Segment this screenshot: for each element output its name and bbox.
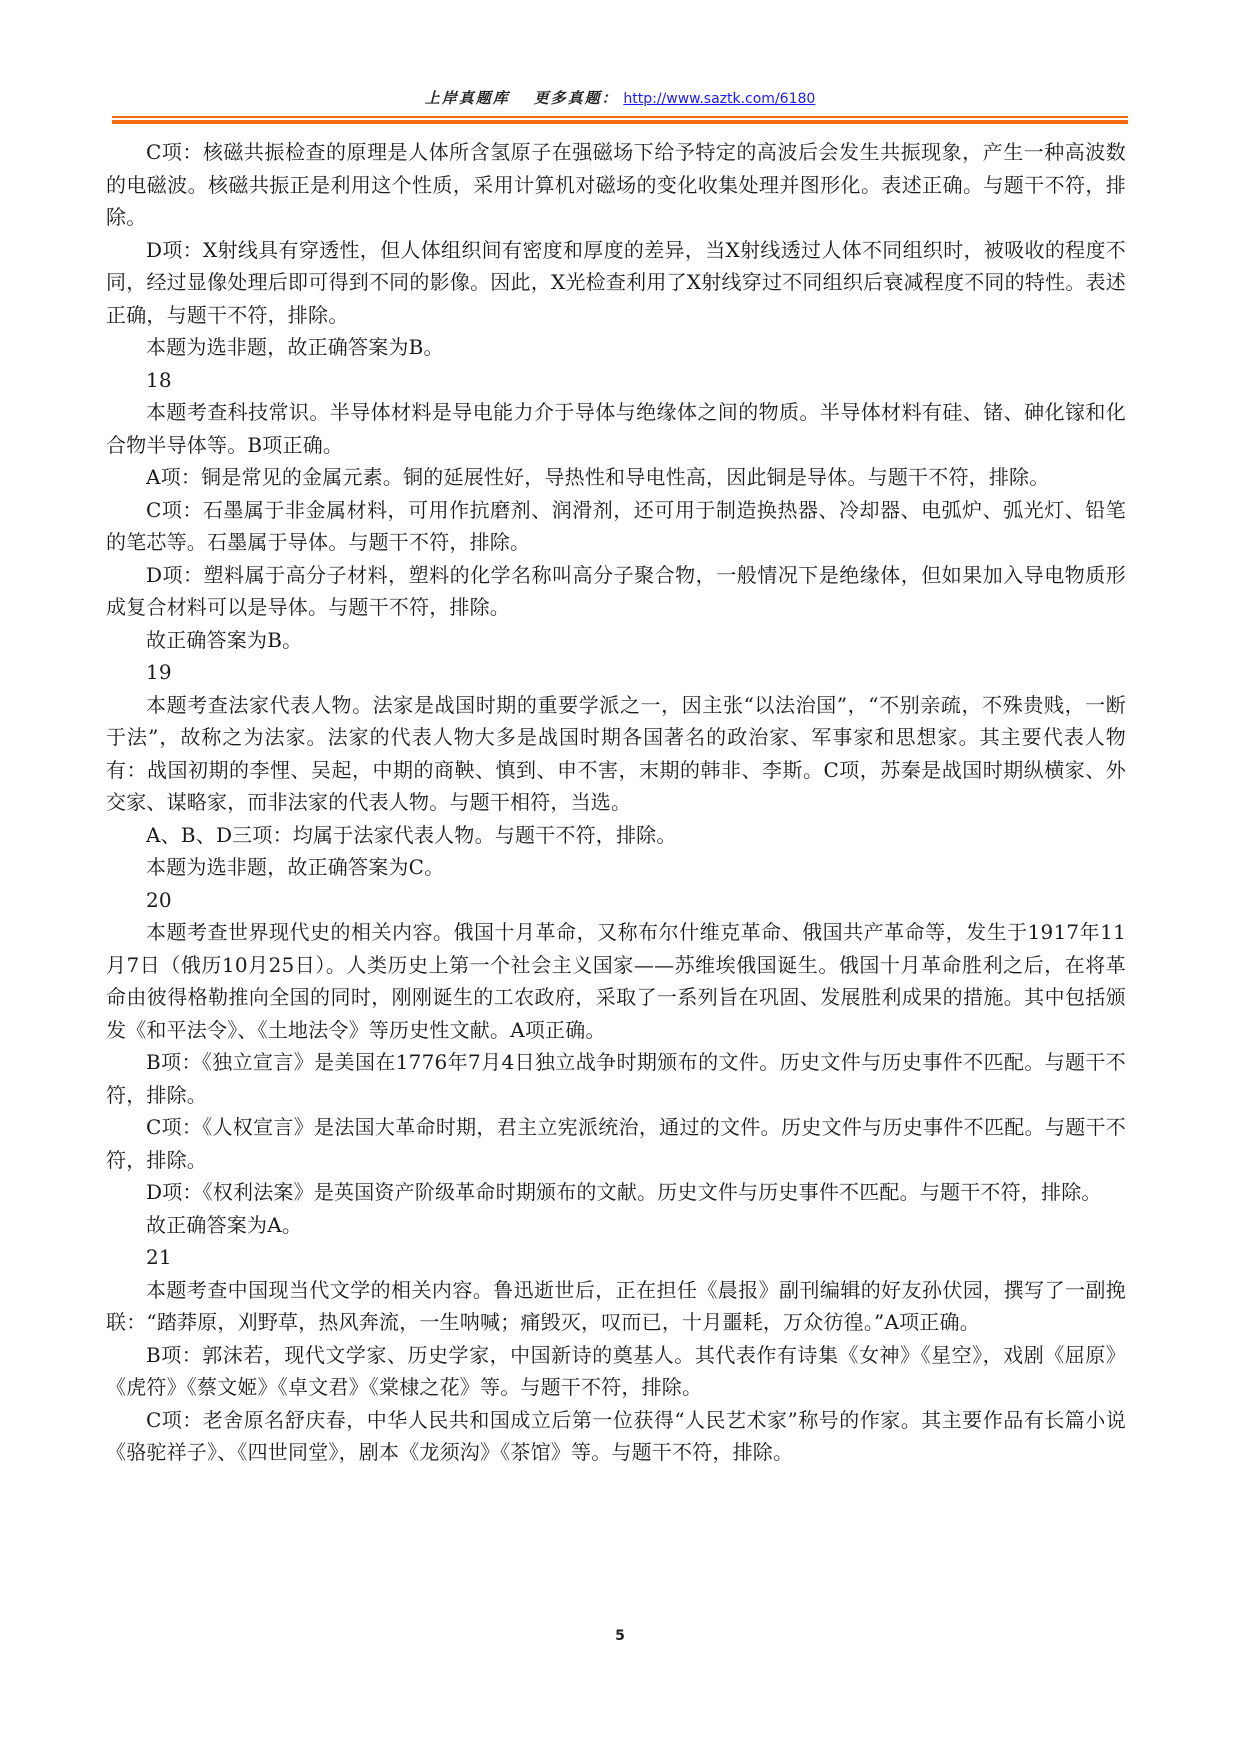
- question-number: 21: [146, 1245, 172, 1269]
- document-body: [106, 136, 1126, 1469]
- question-number: 18: [146, 367, 172, 392]
- header-url-link[interactable]: http://www.saztk.com/6180: [623, 91, 816, 107]
- paragraph: D项：X射线具有穿透性，但人体组织间有密度和厚度的差异，当X射线透过人体不同组织时，被吸收的程度不同，经过显像处理后即可得到不同的影像。因此，X光检查利用了X射线穿过不同组织后衰减程度不同的特性。表述正确，与题干不符，排除。: [106, 237, 1126, 327]
- question-number: 19: [146, 660, 172, 684]
- paragraph: C项：核磁共振检查的原理是人体所含氢原子在强磁场下给予特定的高波后会发生共振现象，产生一种高波数的电磁波。核磁共振正是利用这个性质，采用计算机对磁场的变化收集处理并图形化。表述正确。与题干不符，排除。: [106, 140, 1126, 229]
- paragraph: 本题考查法家代表人物。法家是战国时期的重要学派之一，因主张“以法治国”，“不别亲疏，不殊贵贱，一断于法”，故称之为法家。法家的代表人物大多是战国时期各国著名的政治家、军事家和思想家。其主要代表人物有：战国初期的李悝、吴起，中期的商鞅、慎到、申不害，末期的韩非、李斯。C项，苏秦是战国时期纵横家、外交家、谋略家，而非法家的代表人物。与题干相符，当选。: [106, 692, 1126, 814]
- header-rule-thick: [112, 120, 1128, 124]
- page-number: 5: [615, 1628, 625, 1644]
- paragraph: D项：塑料属于高分子材料，塑料的化学名称叫高分子聚合物，一般情况下是绝缘体，但如果加入导电物质形成复合材料可以是导体。与题干不符，排除。: [106, 562, 1126, 619]
- paragraph: B项：郭沫若，现代文学家、历史学家，中国新诗的奠基人。其代表作有诗集《女神》《星空》，戏剧《屈原》《虎符》《蔡文姬》《卓文君》《棠棣之花》等。与题干不符，排除。: [106, 1342, 1126, 1399]
- question-number: 20: [146, 887, 172, 912]
- paragraph: 本题为选非题，故正确答案为C。: [146, 855, 445, 879]
- paragraph: 本题为选非题，故正确答案为B。: [146, 335, 444, 359]
- paragraph: C项：《人权宣言》是法国大革命时期，君主立宪派统治，通过的文件。历史文件与历史事件不匹配。与题干不符，排除。: [106, 1115, 1126, 1172]
- paragraph: A项：铜是常见的金属元素。铜的延展性好，导热性和导电性高，因此铜是导体。与题干不符，排除。: [146, 465, 1050, 489]
- paragraph: 故正确答案为B。: [146, 627, 303, 652]
- paragraph: C项：老舍原名舒庆春，中华人民共和国成立后第一位获得“人民艺术家”称号的作家。其主要作品有长篇小说《骆驼祥子》、《四世同堂》，剧本《龙须沟》《茶馆》等。与题干不符，排除。: [106, 1407, 1126, 1464]
- paragraph: A、B、D三项：均属于法家代表人物。与题干不符，排除。: [146, 822, 677, 847]
- header-rule-thin: [112, 116, 1128, 118]
- header-more-label: 更多真题：: [533, 89, 619, 107]
- paragraph: 本题考查中国现当代文学的相关内容。鲁迅逝世后，正在担任《晨报》副刊编辑的好友孙伏园，撰写了一副挽联：“踏莽原，刈野草，热风奔流，一生呐喊；痛毁灭，叹而已，十月噩耗，万众彷徨。”A项正确。: [106, 1277, 1126, 1334]
- paragraph: 故正确答案为A。: [146, 1212, 303, 1237]
- page-header: [112, 88, 1128, 109]
- paragraph: D项：《权利法案》是英国资产阶级革命时期颁布的文献。历史文件与历史事件不匹配。与题干不符，排除。: [146, 1180, 1102, 1204]
- paragraph: 本题考查科技常识。半导体材料是导电能力介于导体与绝缘体之间的物质。半导体材料有硅、锗、砷化镓和化合物半导体等。B项正确。: [106, 400, 1126, 457]
- header-brand: 上岸真题库: [424, 89, 510, 107]
- paragraph: C项：石墨属于非金属材料，可用作抗磨剂、润滑剂，还可用于制造换热器、冷却器、电弧炉、弧光灯、铅笔的笔芯等。石墨属于导体。与题干不符，排除。: [106, 497, 1126, 554]
- paragraph: 本题考查世界现代史的相关内容。俄国十月革命，又称布尔什维克革命、俄国共产革命等，发生于1917年11月7日（俄历10月25日）。人类历史上第一个社会主义国家——苏维埃俄国诞生。俄国十月革命胜利之后，在将革命由彼得格勒推向全国的同时，刚刚诞生的工农政府，采取了一系列旨在巩固、发展胜利成果的措施。其中包括颁发《和平法令》、《土地法令》等历史性文献。A项正确。: [106, 920, 1126, 1042]
- paragraph: B项：《独立宣言》是美国在1776年7月4日独立战争时期颁布的文件。历史文件与历史事件不匹配。与题干不符，排除。: [106, 1050, 1126, 1107]
